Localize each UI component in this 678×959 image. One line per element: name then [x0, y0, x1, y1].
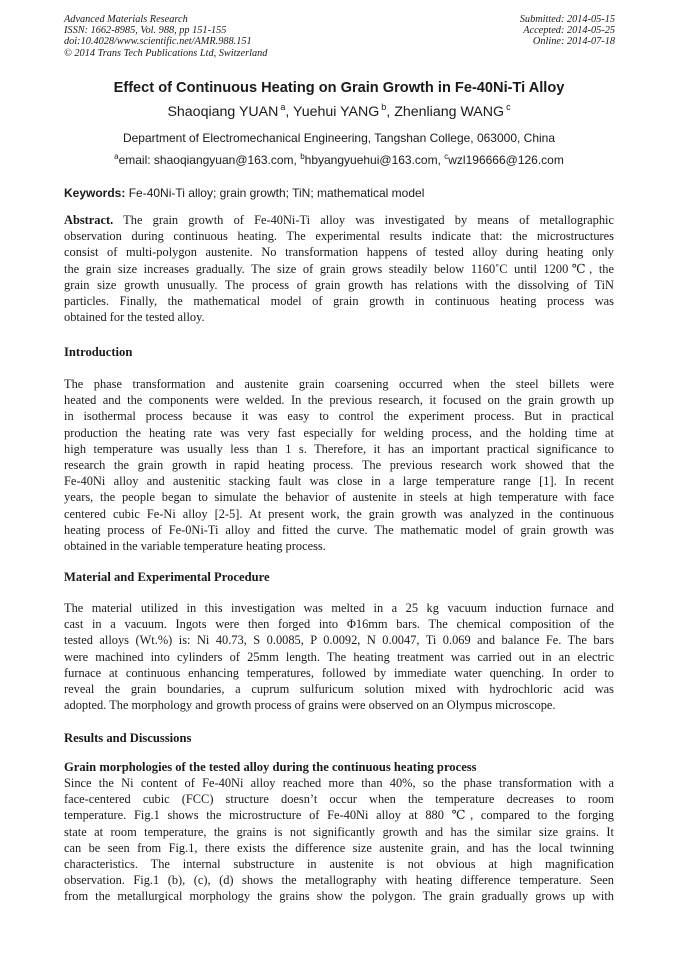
keywords-label: Keywords:: [64, 186, 126, 200]
email-text: wzl196666@126.com: [448, 153, 564, 167]
abstract-line: obtained for the tested alloy.: [64, 310, 205, 325]
body-line: characteristics. The internal substructure in austenite is not obvious at high magnification: [64, 857, 614, 872]
results-subheading: Grain morphologies of the tested alloy during the continuous heating process: [64, 760, 477, 774]
email-superscript: a: [114, 152, 119, 161]
author-superscript: a: [280, 102, 286, 112]
body-line: obtained in the variable temperature heating process.: [64, 539, 326, 554]
body-line: Fe-40Ni alloy and austenitic stacking fault was close in a large temperature range [1]. In recent: [64, 474, 614, 489]
journal-copyright: © 2014 Trans Tech Publications Ltd, Switzerland: [64, 47, 268, 59]
material-heading: Material and Experimental Procedure: [64, 570, 270, 584]
author-name: Zhenliang WANG: [394, 104, 505, 120]
abstract-line: [64, 212, 614, 228]
body-line: tested alloys (Wt.%) is: Ni 40.73, S 0.0085, P 0.0092, N 0.0047, Ti 0.069 and balance Fe. The bars: [64, 633, 614, 648]
body-line: The material utilized in this investigation was melted in a 25 kg vacuum induction furnace and: [64, 601, 614, 615]
submission-dates: [375, 14, 615, 48]
author-superscript: b: [381, 102, 387, 112]
body-line: were machined into cylinders of 25mm length. The heating treatment was carried out in an electric: [64, 649, 614, 664]
journal-issn: ISSN: 1662-8985, Vol. 988, pp 151-155: [64, 25, 227, 37]
body-line: adopted. The morphology and growth process of grains were observed on an Olympus microscope.: [64, 698, 556, 713]
keywords-text: Fe-40Ni-Ti alloy; grain growth; TiN; mathematical model: [128, 186, 425, 200]
paper-title: Effect of Continuous Heating on Grain Growth in Fe-40Ni-Ti Alloy: [113, 80, 565, 96]
body-line: heated and the components were welded. In the previous research, it focused on the grain growth up: [64, 393, 614, 408]
journal-name: Advanced Materials Research: [64, 14, 188, 25]
introduction-body: [64, 376, 614, 554]
author-separator: ,: [386, 104, 395, 120]
submitted-date: Submitted: 2014-05-15: [519, 14, 615, 25]
abstract-label: Abstract.: [64, 213, 114, 227]
results-body: [64, 775, 614, 905]
author-superscript: c: [506, 102, 511, 112]
online-date: Online: 2014-07-18: [532, 36, 615, 48]
keywords: [64, 186, 624, 200]
body-line: from the metallurgical morphology the grains show the polygon. The grain gradually grows up with: [64, 889, 614, 904]
body-line: in isothermal process because it was easy to control the experiment process. But in practical: [64, 409, 614, 424]
body-line: Since the Ni content of Fe-40Ni alloy reached more than 40%, so the phase transformation with a: [64, 776, 614, 790]
body-line: research the grain growth in rapid heating process. The previous research work showed that the: [64, 458, 614, 473]
body-line: can be seen from Fig.1, there exists the difference size austenite grain, and has the local twinning: [64, 840, 614, 855]
email-superscript: b: [300, 152, 305, 161]
email-superscript: c: [444, 152, 449, 161]
body-line: cast in a vacuum. Ingots were then forged into Φ16mm bars. The chemical composition of the: [64, 617, 614, 632]
abstract-line-text: The grain growth of Fe-40Ni-Ti alloy was investigated by means of metallographic: [113, 213, 614, 227]
affiliation: Department of Electromechanical Engineering, Tangshan College, 063000, China: [122, 131, 556, 145]
email-list: [0, 152, 678, 167]
body-line: temperature. Fig.1 shows the microstructure of Fe-40Ni alloy at 880 ℃, compared to the forging: [64, 808, 614, 823]
body-line: The phase transformation and austenite grain coarsening occurred when the steel billets were: [64, 377, 614, 391]
abstract-line: observation during continuous heating. The experimental results indicate that: the microstructures: [64, 229, 614, 244]
introduction-heading: Introduction: [64, 345, 133, 359]
abstract-line: consist of multi-polygon austenite. No transformation happens of tested alloy during heating only: [64, 245, 614, 260]
email-text: email: shaoqiangyuan@163.com,: [118, 153, 301, 167]
body-line: centered cubic Fe-Ni alloy [2-5]. At present work, the grain growth was analyzed in the continuous: [64, 506, 614, 521]
body-line: heating process of Fe-0Ni-Ti alloy and fitted the curve. The mathematic model of grain growth was: [64, 522, 614, 537]
body-line: years, the people began to simulate the behavior of austenite in steels at high temperature with face: [64, 490, 614, 505]
material-body: [64, 600, 614, 713]
author-name: Yuehui YANG: [293, 104, 380, 120]
journal-header: [64, 14, 384, 59]
author-list: [0, 102, 678, 120]
body-line: production the heating rate was very fast especially for welding process, and the holding time at: [64, 425, 614, 440]
body-line: high temperature was usually less than 1 s. Therefore, it has an important practical significance to: [64, 441, 614, 456]
body-line: face-centered cubic (FCC) structure doesn’t occur when the temperature decreases to room: [64, 792, 614, 807]
journal-doi: doi:10.4028/www.scientific.net/AMR.988.151: [64, 36, 252, 48]
accepted-date: Accepted: 2014-05-25: [523, 25, 615, 37]
body-line: state at room temperature, the grains is not significantly growth and has the similar size grains. It: [64, 824, 614, 839]
body-line: observation. Fig.1 (b), (c), (d) shows the metallography with heating difference temperature. Seen: [64, 873, 614, 888]
body-line: reveal the grain boundaries, a cuprum sulfuricum solution mixed with hydrochloric acid was: [64, 682, 614, 697]
body-line: furnace at continuous enhancing temperatures, followed by immediate water quenching. In order to: [64, 665, 614, 680]
abstract-line: the grain size increases gradually. The size of grain grows steadily below 1160˚C until 1200℃, the: [64, 261, 614, 276]
email-text: hbyangyuehui@163.com,: [304, 153, 445, 167]
author-separator: ,: [285, 104, 294, 120]
results-heading: Results and Discussions: [64, 731, 192, 745]
abstract-line: grain size growth unusually. The process of grain growth has relations with the dissolving of TiN: [64, 277, 614, 292]
abstract: [64, 212, 614, 325]
author-name: Shaoqiang YUAN: [167, 104, 279, 120]
abstract-line: particles. Finally, the mathematical model of grain growth in continuous heating process was: [64, 294, 614, 309]
